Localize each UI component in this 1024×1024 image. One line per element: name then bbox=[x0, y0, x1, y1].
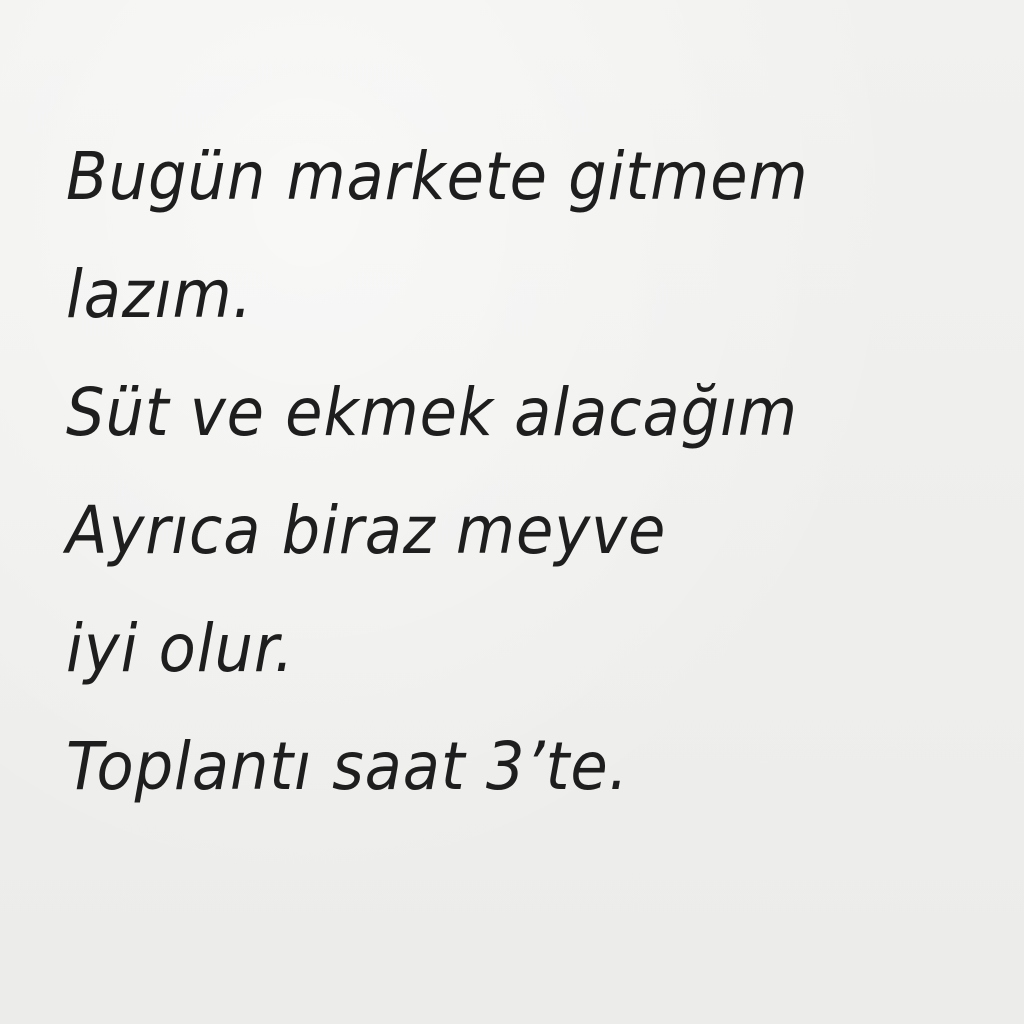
note-line-3: Süt ve ekmek alacağım bbox=[66, 374, 798, 451]
note-line-4: Ayrıca biraz meyve bbox=[66, 492, 667, 569]
handwritten-note bbox=[66, 118, 966, 826]
note-line-5: iyi olur. bbox=[66, 610, 295, 687]
note-line-2: lazım. bbox=[66, 256, 253, 333]
note-line-6: Toplantı saat 3’te. bbox=[66, 728, 629, 805]
note-line-1: Bugün markete gitmem bbox=[66, 138, 809, 215]
